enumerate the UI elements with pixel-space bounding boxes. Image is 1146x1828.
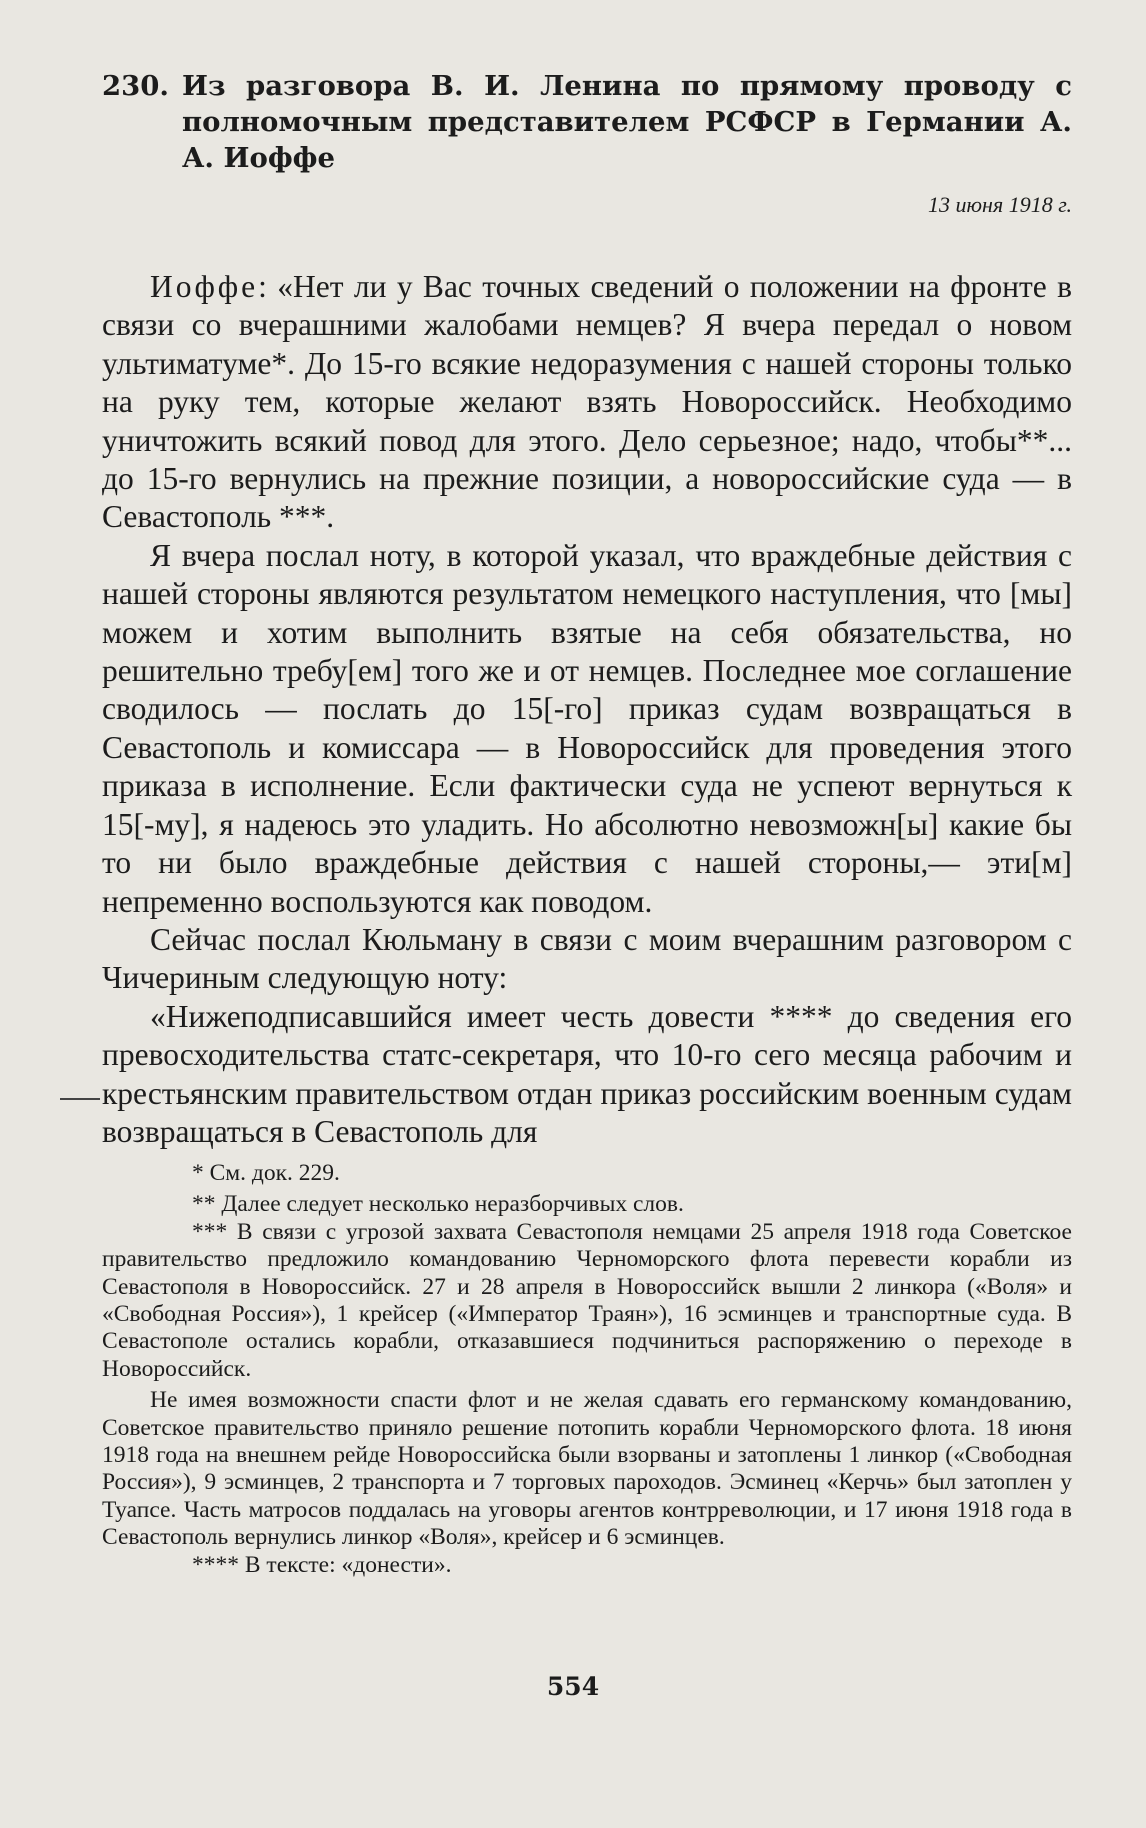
document-body	[102, 268, 1072, 1151]
footnote-1: * См. док. 229.	[192, 1160, 340, 1186]
document-date: 13 июня 1918 г.	[928, 192, 1072, 217]
page-number: 554	[546, 1672, 600, 1701]
footnote-3-continued: Не имея возможности спасти флот и не желая сдавать его германскому командованию, Советское правительство приняло решение потопить корабли Черноморского флота. 18 июня 1918 года на внешнем рейде Новороссийска были взорваны и затоплены 1 линкор («Свободная Россия»), 9 эсминцев, 2 транспорта и 7 торговых пароходов. Эсминец «Керчь» был затоплен у Туапсе. Часть матросов поддалась на уговоры агентов контрреволюции, и 17 июня 1918 года в Севастополь вернулись линкор «Воля», крейсер и 6 эсминцев.	[102, 1387, 1072, 1551]
footnote-2: ** Далее следует несколько неразборчивых слов.	[192, 1191, 684, 1218]
speaker-name: Иоффе	[150, 269, 259, 304]
body-paragraph-2: Я вчера послал ноту, в которой указал, что враждебные действия с нашей стороны являются результатом немецкого наступления, что [мы] можем и хотим выполнить взятые на себя обязательства, но решительно требу[ем] того же и от немцев. Последнее мое соглашение сводилось — послать до 15[-го] приказ судам возвращаться в Севастополь и комиссара — в Новороссийск для проведения этого приказа в исполнение. Если фактически суда не успеют вернуться к 15[-му], я надеюсь это уладить. Но абсолютно невозможн[ы] какие бы то ни было враждебные действия с нашей стороны,— эти[м] непременно воспользуются как поводом.	[102, 537, 1072, 919]
document-number: 230.	[102, 70, 169, 102]
footnote-4: **** В тексте: «донести».	[192, 1551, 452, 1578]
document-heading	[102, 68, 1072, 176]
document-title: Из разговора В. И. Ленина по прямому проводу с полномочным представителем РСФСР в Германии А. А. Иоффе	[182, 70, 1072, 174]
footnote-3: *** В связи с угрозой захвата Севастополя немцами 25 апреля 1918 года Советское правительство предложило командованию Черноморского флота перевести корабли из Севастополя в Новороссийск. 27 и 28 апреля в Новороссийск вышли 2 линкора («Воля» и «Свободная Россия»), 1 крейсер («Император Траян»), 16 эсминцев и транспортные суда. В Севастополе остались корабли, отказавшиеся подчиниться распоряжению о переходе в Новороссийск.	[102, 1218, 1072, 1382]
margin-mark	[60, 1098, 100, 1100]
body-paragraph-4: «Нижеподписавшийся имеет честь довести **** до сведения его превосходительства статс-секретаря, что 10-го сего месяца рабочим и крестьянским правительством отдан приказ российским военным судам возвращаться в Севастополь для	[102, 998, 1072, 1149]
body-paragraph-1: Иоффе: «Нет ли у Вас точных сведений о положении на фронте в связи со вчерашними жалобами немцев? Я вчера передал о новом ультиматуме*. До 15-го всякие недоразумения с нашей стороны только на руку тем, которые желают взять Новороссийск. Необходимо уничтожить всякий повод для этого. Дело серьезное; надо, чтобы**... до 15-го вернулись на прежние позиции, а новороссийские суда — в Севастополь ***.	[102, 269, 1072, 535]
footnotes	[102, 1160, 1072, 1579]
body-paragraph-3: Сейчас послал Кюльману в связи с моим вчерашним разговором с Чичериным следующую ноту:	[102, 921, 1072, 996]
